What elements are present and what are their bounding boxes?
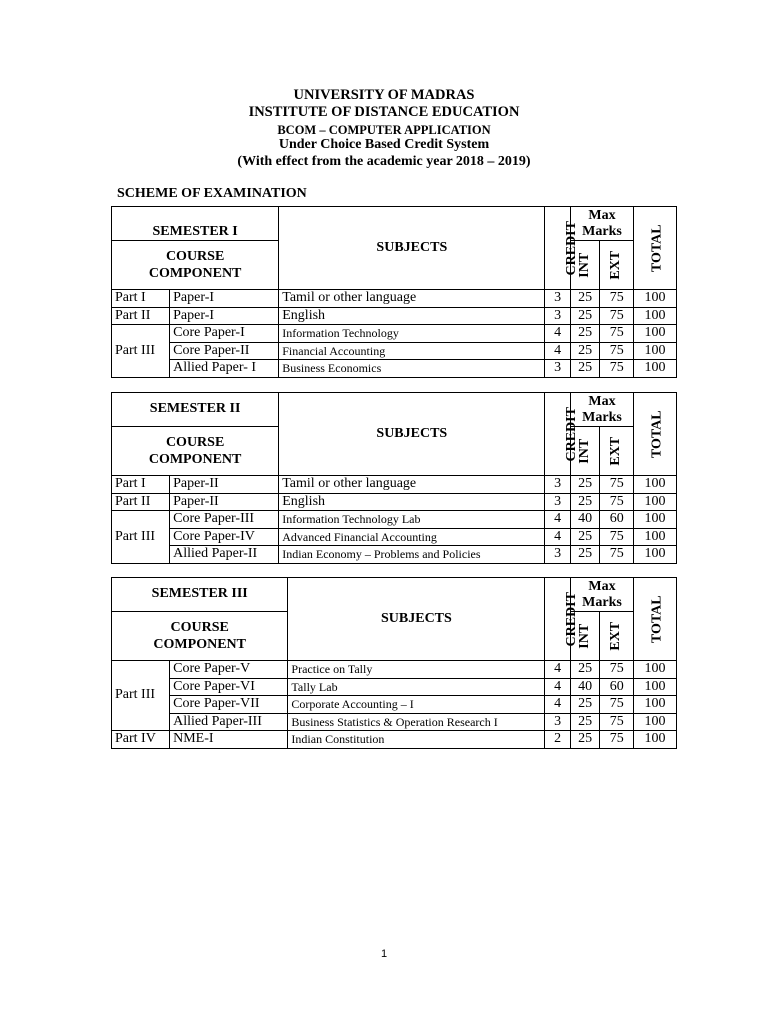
table-cell: 3 <box>545 713 570 731</box>
table-cell: 25 <box>570 325 600 343</box>
table-cell: 100 <box>634 731 677 749</box>
header-text: CREDIT <box>564 591 580 647</box>
header-text: COMPONENT <box>148 266 242 281</box>
table-cell: 75 <box>600 546 634 564</box>
table-cell: Paper-II <box>170 493 279 511</box>
table-cell: 2 <box>545 731 570 749</box>
table-cell: Core Paper-V <box>170 661 288 679</box>
table-row <box>112 511 677 529</box>
semester-1-table <box>111 206 677 378</box>
page-number: 1 <box>380 948 388 960</box>
table-cell: 25 <box>570 360 600 378</box>
course-component-header <box>112 427 279 476</box>
table-cell: 3 <box>545 290 570 308</box>
header-text: CREDIT <box>564 406 580 462</box>
table-cell: 75 <box>600 476 634 494</box>
table-cell: Paper-I <box>170 307 279 325</box>
table-cell: 3 <box>545 476 570 494</box>
table-cell: Part I <box>112 476 170 494</box>
table-cell: Allied Paper-II <box>170 546 279 564</box>
table-row <box>112 476 677 494</box>
table-cell: 4 <box>545 511 570 529</box>
table-row <box>112 546 677 564</box>
table-row <box>112 528 677 546</box>
scheme-title: SCHEME OF EXAMINATION <box>117 186 307 201</box>
total-header <box>634 207 677 290</box>
table-cell: 75 <box>600 661 634 679</box>
table-cell: Tally Lab <box>288 678 545 696</box>
header-text: Max <box>588 578 616 594</box>
table-cell: 25 <box>570 528 600 546</box>
table-cell: 75 <box>600 528 634 546</box>
table-cell: Corporate Accounting – I <box>288 696 545 714</box>
table-cell: 75 <box>600 696 634 714</box>
table-row <box>112 307 677 325</box>
table-cell: Practice on Tally <box>288 661 545 679</box>
table-cell: 25 <box>570 290 600 308</box>
table-cell: Indian Economy – Problems and Policies <box>279 546 545 564</box>
table-cell: Part II <box>112 493 170 511</box>
table-cell: Allied Paper- I <box>170 360 279 378</box>
table-cell: 4 <box>545 342 570 360</box>
table-cell: Financial Accounting <box>279 342 545 360</box>
header-text: Max <box>588 393 616 409</box>
table-cell: Part II <box>112 307 170 325</box>
table-cell: Information Technology Lab <box>279 511 545 529</box>
table-cell: 4 <box>545 678 570 696</box>
header-text: INT <box>576 252 592 278</box>
table-cell: 75 <box>600 307 634 325</box>
table-cell: 75 <box>600 713 634 731</box>
table-cell: Advanced Financial Accounting <box>279 528 545 546</box>
table-cell: 75 <box>600 731 634 749</box>
table-cell: Indian Constitution <box>288 731 545 749</box>
table-cell: 3 <box>545 307 570 325</box>
table-cell: NME-I <box>170 731 288 749</box>
table-cell: 75 <box>600 360 634 378</box>
table-cell: Information Technology <box>279 325 545 343</box>
table-cell: 25 <box>570 696 600 714</box>
semester-2-table <box>111 392 677 564</box>
table-cell: 75 <box>600 342 634 360</box>
semester-3-table <box>111 577 677 749</box>
table-cell: 25 <box>570 342 600 360</box>
table-row <box>112 342 677 360</box>
header-text: TOTAL <box>649 224 665 272</box>
table-cell: Core Paper-II <box>170 342 279 360</box>
header-text: INT <box>576 623 592 649</box>
table-cell: 25 <box>570 546 600 564</box>
table-cell: 40 <box>570 511 600 529</box>
header-text: INT <box>576 438 592 464</box>
table-cell: 25 <box>570 713 600 731</box>
credit-system-line: Under Choice Based Credit System <box>278 137 490 152</box>
total-header <box>634 393 677 476</box>
table-cell: Part IV <box>112 731 170 749</box>
table-cell: 4 <box>545 325 570 343</box>
table-cell: 60 <box>600 678 634 696</box>
table-cell: 100 <box>634 678 677 696</box>
table-cell: 75 <box>600 493 634 511</box>
credit-header <box>545 393 580 476</box>
program-title: BCOM – COMPUTER APPLICATION <box>277 123 491 137</box>
header-text: Marks <box>582 409 622 425</box>
credit-header <box>545 207 580 290</box>
table-row <box>112 713 677 731</box>
course-component-header <box>112 241 279 290</box>
table-cell: Core Paper-VII <box>170 696 288 714</box>
header-text: Marks <box>582 594 622 610</box>
table-cell: Allied Paper-III <box>170 713 288 731</box>
header-text: COMPONENT <box>148 452 242 467</box>
table-cell: English <box>279 307 545 325</box>
table-cell: 25 <box>570 307 600 325</box>
table-cell: 100 <box>634 476 677 494</box>
header-text: COMPONENT <box>153 637 246 652</box>
table-cell: 40 <box>570 678 600 696</box>
header-text: CREDIT <box>564 220 580 276</box>
subjects-header: SUBJECTS <box>288 578 545 661</box>
table-cell: 3 <box>545 546 570 564</box>
table-cell: Part I <box>112 290 170 308</box>
table-cell: 25 <box>570 493 600 511</box>
table-row <box>112 731 677 749</box>
table-cell: 100 <box>634 290 677 308</box>
ext-header <box>600 427 634 476</box>
header-text: TOTAL <box>649 410 665 458</box>
header-text: TOTAL <box>649 595 665 643</box>
table-cell: Paper-II <box>170 476 279 494</box>
ext-header <box>600 612 634 661</box>
course-component-header <box>112 612 288 661</box>
table-row <box>112 290 677 308</box>
table-cell: 4 <box>545 528 570 546</box>
semester-title: SEMESTER II <box>112 393 279 427</box>
subjects-header: SUBJECTS <box>279 207 545 290</box>
header-text: Max <box>588 207 616 223</box>
table-cell: 4 <box>545 661 570 679</box>
table-cell: Business Economics <box>279 360 545 378</box>
institute-title: INSTITUTE OF DISTANCE EDUCATION <box>248 104 520 120</box>
semester-title: SEMESTER I <box>112 207 279 241</box>
table-cell: Core Paper-IV <box>170 528 279 546</box>
table-cell: 75 <box>600 290 634 308</box>
ext-header <box>600 241 634 290</box>
table-cell: Part III <box>112 661 170 731</box>
table-cell: 3 <box>545 493 570 511</box>
table-cell: 100 <box>634 661 677 679</box>
table-cell: 100 <box>634 713 677 731</box>
header-text: EXT <box>608 436 624 466</box>
table-cell: Part III <box>112 511 170 564</box>
table-cell: 100 <box>634 307 677 325</box>
university-title: UNIVERSITY OF MADRAS <box>293 87 475 103</box>
table-cell: 100 <box>634 325 677 343</box>
table-row <box>112 493 677 511</box>
table-cell: 3 <box>545 360 570 378</box>
table-cell: 25 <box>570 476 600 494</box>
table-cell: 25 <box>570 731 600 749</box>
table-cell: Core Paper-VI <box>170 678 288 696</box>
table-cell: 100 <box>634 493 677 511</box>
subjects-header: SUBJECTS <box>279 393 545 476</box>
table-cell: 60 <box>600 511 634 529</box>
table-cell: Business Statistics & Operation Research I <box>288 713 545 731</box>
table-cell: 75 <box>600 325 634 343</box>
table-cell: 100 <box>634 342 677 360</box>
table-cell: Core Paper-III <box>170 511 279 529</box>
table-cell: 100 <box>634 511 677 529</box>
table-cell: English <box>279 493 545 511</box>
table-cell: 100 <box>634 546 677 564</box>
table-cell: Tamil or other language <box>279 290 545 308</box>
table-cell: 100 <box>634 360 677 378</box>
header-text: EXT <box>608 250 624 280</box>
header-text: COURSE <box>170 620 229 635</box>
effect-year-line: (With effect from the academic year 2018 – 2019) <box>237 154 531 169</box>
header-text: Marks <box>582 223 622 239</box>
table-cell: 100 <box>634 528 677 546</box>
table-row <box>112 661 677 679</box>
table-row <box>112 696 677 714</box>
table-row <box>112 360 677 378</box>
table-cell: 100 <box>634 696 677 714</box>
table-cell: Paper-I <box>170 290 279 308</box>
semester-title: SEMESTER III <box>112 578 288 612</box>
table-cell: 4 <box>545 696 570 714</box>
total-header <box>634 578 677 661</box>
header-text: EXT <box>608 621 624 651</box>
credit-header <box>545 578 580 661</box>
table-cell: 25 <box>570 661 600 679</box>
table-row <box>112 325 677 343</box>
table-cell: Tamil or other language <box>279 476 545 494</box>
table-cell: Part III <box>112 325 170 378</box>
table-cell: Core Paper-I <box>170 325 279 343</box>
header-text: COURSE <box>165 435 225 450</box>
table-row <box>112 678 677 696</box>
header-text: COURSE <box>165 249 225 264</box>
